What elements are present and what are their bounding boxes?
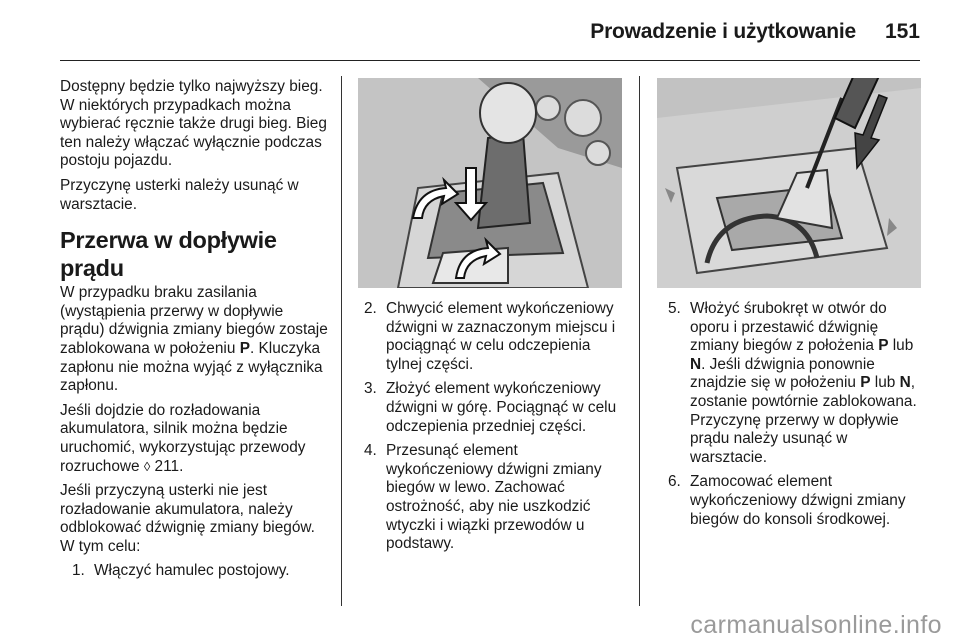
page-number: 151	[884, 20, 920, 43]
column-divider-1	[341, 76, 342, 606]
gear-lever-icon	[358, 78, 622, 288]
steps-list-3	[664, 300, 926, 529]
steps-list-1	[60, 562, 330, 581]
paragraph-unlock: Jeśli przyczyną usterki nie jest rozładowanie akumulatora, należy odblokować dźwignię zmiany biegów. W tym celu:	[60, 482, 315, 555]
position-p: P	[239, 339, 250, 357]
list-item: 6. Zamocować element wykończeniowy dźwigni zmiany biegów do konsoli środkowej.	[668, 473, 906, 528]
column-divider-2	[639, 76, 640, 606]
column-3	[664, 300, 926, 535]
paragraph-battery: Jeśli dojdzie do rozładowania akumulatora, silnik można będzie uruchomić, wykorzystując przewody rozruchowe ◊ 211.	[60, 401, 306, 475]
paragraph-top-gear: Dostępny będzie tylko najwyższy bieg. W niektórych przypadkach można wybierać ręcznie także drugi bieg. Bieg ten należy włączać wyłącznie podczas postoju pojazdu.	[60, 78, 327, 170]
list-item: 4. Przesunąć element wykończeniowy dźwigni zmiany biegów w lewo. Zachować ostrożność, aby nie uszkodzić wtyczki i wiązki przewodów u podstawy.	[364, 442, 602, 553]
watermark-link[interactable]: carmanualsonline.info	[690, 611, 942, 639]
page-header	[0, 0, 960, 60]
page-reference-icon[interactable]: ◊	[143, 458, 151, 474]
list-item: 1. Włączyć hamulec postojowy.	[72, 562, 290, 580]
page-reference-link[interactable]: 211.	[150, 457, 184, 475]
paragraph-power-outage: W przypadku braku zasilania (wystąpienia przerwy w dopływie prądu) dźwignia zmiany biegów zostaje zablokowana w położeniu P. Kluczyka zapłonu nie można wyjąć z wyłącznika zapłonu.	[60, 284, 328, 395]
gear-lever-illustration	[358, 78, 622, 288]
list-item: 3. Złożyć element wykończeniowy dźwigni w górę. Pociągnąć w celu odczepienia przedniej części.	[364, 380, 617, 435]
screwdriver-illustration	[657, 78, 921, 288]
header-rule	[60, 60, 920, 61]
section-title-power-outage: Przerwa w dopływie prądu	[60, 227, 277, 282]
screwdriver-icon	[657, 78, 921, 288]
steps-list-2	[360, 300, 626, 554]
page-title: Prowadzenie i użytkowanie	[590, 20, 856, 43]
list-item: 2. Chwycić element wykończeniowy dźwigni w zaznaczonym miejscu i pociągnąć w celu odczepienia tylnej części.	[364, 300, 616, 373]
column-1	[60, 78, 330, 587]
list-item: 5. Włożyć śrubokręt w otwór do oporu i przestawić dźwignię zmiany biegów z położenia P lub N. Jeśli dźwignia ponownie znajdzie się w położeniu P lub N, zostanie powtórnie zablokowana. Przyczynę przerwy w dopływie prądu należy usunąć w warsztacie.	[668, 300, 917, 466]
column-2	[360, 300, 626, 560]
paragraph-workshop: Przyczynę usterki należy usunąć w warsztacie.	[60, 176, 299, 213]
